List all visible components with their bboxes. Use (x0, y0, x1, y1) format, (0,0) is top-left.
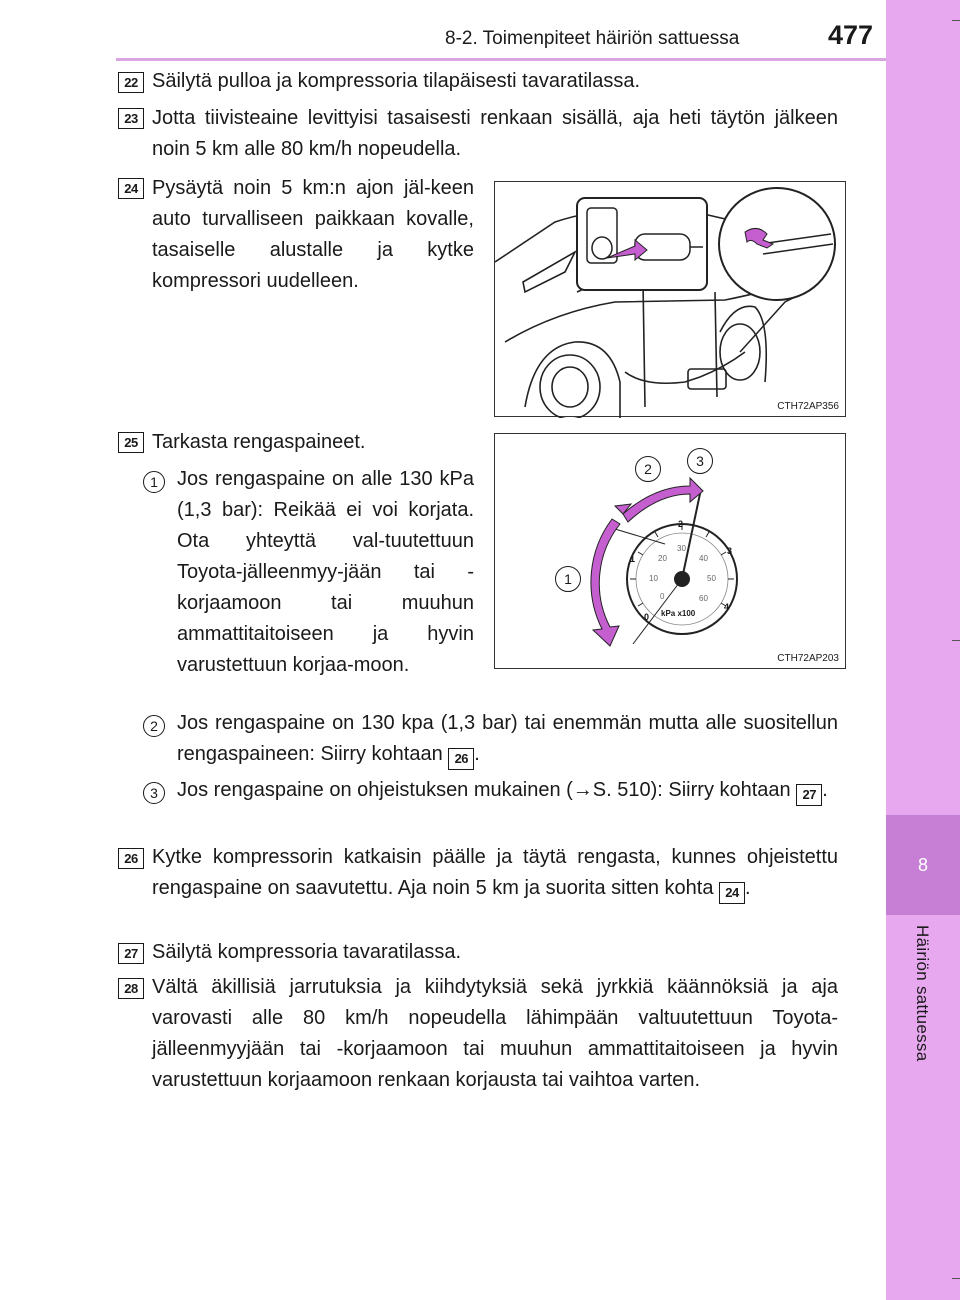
chapter-number: 8 (917, 855, 928, 875)
chapter-side-tab (886, 0, 960, 1300)
pressure-gauge-figure (494, 433, 846, 669)
crop-mark (952, 20, 960, 21)
subitem-2-text (177, 708, 838, 770)
subitem-number-2-text: 2 (150, 718, 158, 734)
gauge-inner-tick-0: 0 (660, 592, 665, 601)
step-26-text-main: Kytke kompressorin katkaisin päälle ja täytä rengasta, kunnes ohjeistettu rengaspaine on saavutettu. Aja noin 5 km ja suorita sitten kohta (152, 846, 838, 899)
gauge-outer-tick-2: 2 (678, 519, 684, 529)
crop-mark (952, 1278, 960, 1279)
step-26-text (152, 842, 838, 904)
step-22-text: Säilytä pulloa ja kompressoria tilapäisesti tavaratilassa. (152, 70, 641, 92)
subitem-number-1: 1 (143, 471, 165, 493)
step-number-24: 24 (118, 178, 144, 199)
step-reference-27: 27 (796, 784, 822, 806)
gauge-callout-2: 2 (635, 456, 661, 482)
pressure-gauge-illustration (495, 434, 847, 670)
gauge-outer-tick-0: 0 (644, 612, 650, 622)
subitem-number-3 (143, 782, 165, 804)
subitem-3-text-main: Jos rengaspaine on ohjeistuksen mukainen (→S. 510): Siirry kohtaan (177, 779, 791, 801)
gauge-outer-tick-4: 4 (724, 602, 730, 612)
figure-code: CTH72AP356 (777, 401, 839, 412)
gauge-callout-3: 3 (687, 448, 713, 474)
step-23-text: Jotta tiivisteaine levittyisi tasaisesti renkaan sisällä, aja heti täytön jälkeen noin 5 km alle 80 km/h nopeudella. (152, 107, 838, 160)
gauge-outer-tick-3: 3 (727, 546, 733, 556)
step-25-text: Tarkasta rengaspaineet. (152, 431, 366, 453)
subitem-1-text: Jos rengaspaine on alle 130 kPa (1,3 bar): Reikää ei voi korjata. Ota yhteyttä val-tuutettuun Toyota-jälleenmyy-jään tai -korjaamoon tai muuhun ammattitaitoiseen ja hyvin varustettuun korjaa-moon. (177, 468, 474, 676)
gauge-unit-label: kPa x100 (661, 609, 696, 618)
gauge-inner-tick-40: 40 (699, 554, 708, 563)
step-number-26: 26 (118, 848, 144, 869)
gauge-callout-1: 1 (555, 566, 581, 592)
subitem-2-text-end: . (474, 743, 480, 765)
step-number-22: 22 (118, 72, 144, 93)
compressor-connection-figure (494, 181, 846, 417)
step-number-27: 27 (118, 943, 144, 964)
gauge-inner-tick-10: 10 (649, 574, 658, 583)
subitem-number-3-text: 3 (150, 785, 158, 801)
step-number-23: 23 (118, 108, 144, 129)
step-26-text-end: . (745, 877, 751, 899)
header-section-title: 8-2. Toimenpiteet häiriön sattuessa (445, 28, 740, 49)
subitem-2-text-main: Jos rengaspaine on 130 kpa (1,3 bar) tai enemmän mutta alle suositellun rengaspaineen: Siirry kohtaan (177, 712, 838, 765)
subitem-3-text-end: . (822, 779, 828, 801)
header-rule (116, 58, 886, 61)
step-24-text: Pysäytä noin 5 km:n ajon jäl-keen auto turvalliseen paikkaan kovalle, tasaiselle alustalle ja kytke kompressori uudelleen. (152, 177, 474, 292)
step-27-text: Säilytä kompressoria tavaratilassa. (152, 941, 462, 963)
gauge-inner-tick-60: 60 (699, 594, 708, 603)
car-compressor-illustration (495, 182, 847, 418)
subitem-number-2 (143, 715, 165, 737)
crop-mark (952, 640, 960, 641)
subitem-3-text (177, 775, 838, 806)
chapter-label: Häiriön sattuessa (913, 925, 932, 1062)
step-reference-26: 26 (448, 748, 474, 770)
gauge-inner-tick-30: 30 (677, 544, 686, 553)
gauge-inner-tick-20: 20 (658, 554, 667, 563)
figure-code: CTH72AP203 (777, 653, 839, 664)
step-28-text: Vältä äkillisiä jarrutuksia ja kiihdytyksiä sekä jyrkkiä käännöksiä ja aja varovasti alle 80 km/h nopeudella lähimpään valtuutettuun Toyota-jälleenmyyjään tai -korjaamoon tai muuhun ammattitaitoiseen ja hyvin varustettuun korjaamoon renkaan korjausta tai vaihtoa varten. (152, 976, 838, 1091)
step-number-25: 25 (118, 432, 144, 453)
gauge-outer-tick-1: 1 (630, 554, 636, 564)
page-number: 477 (828, 20, 874, 50)
gauge-inner-tick-50: 50 (707, 574, 716, 583)
step-reference-24: 24 (719, 882, 745, 904)
step-number-28: 28 (118, 978, 144, 999)
